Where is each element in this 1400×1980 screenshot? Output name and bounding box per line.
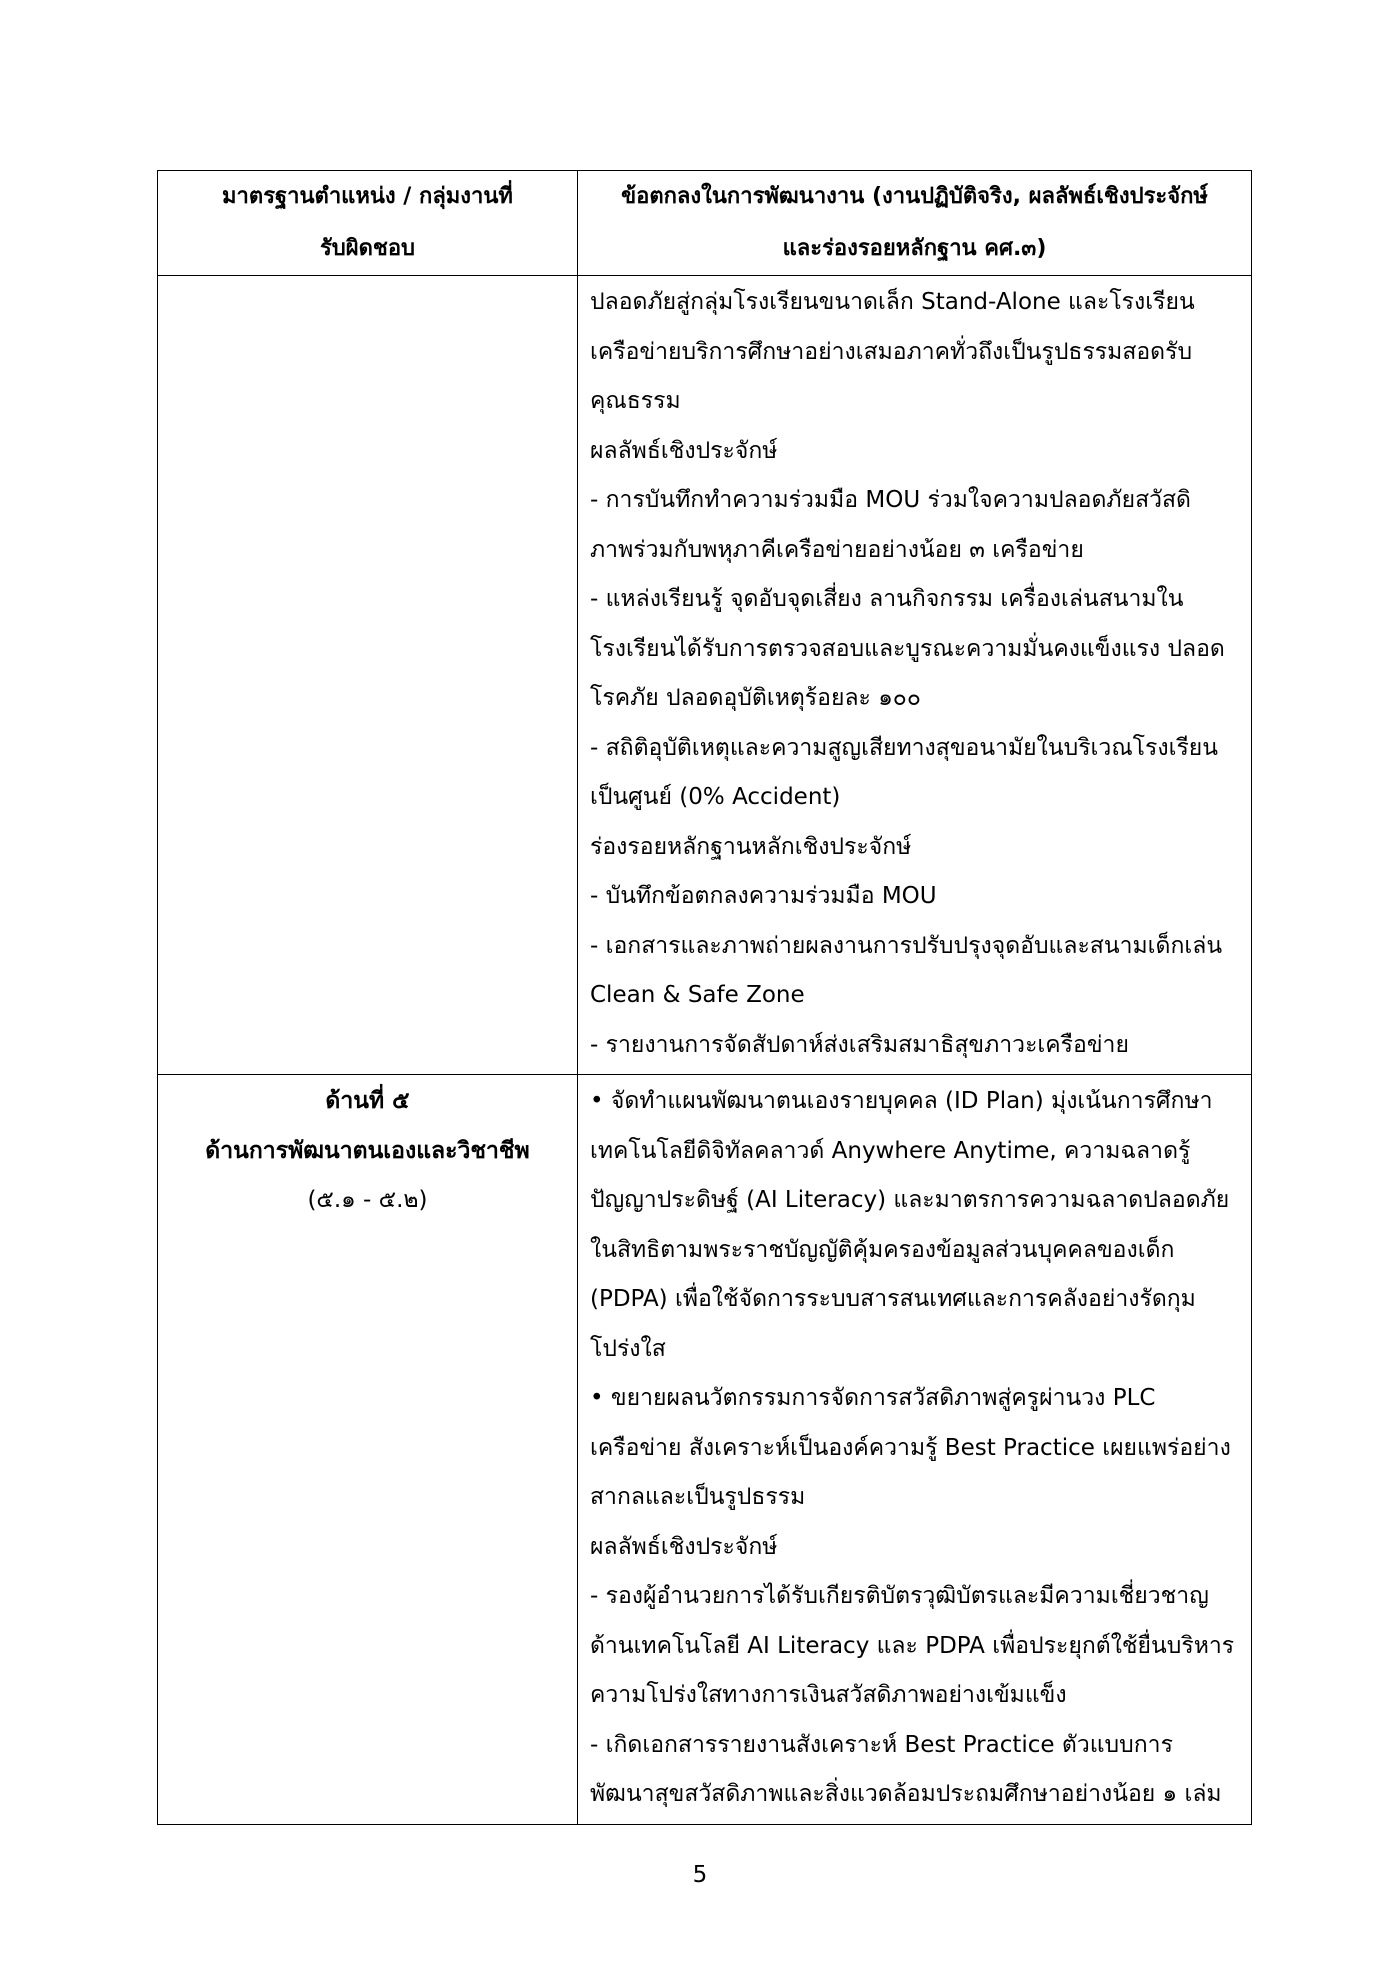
document-table	[157, 170, 1252, 1825]
header-right-line-1: ข้อตกลงในการพัฒนางาน (งานปฏิบัติจริง, ผลลัพธ์เชิงประจักษ์	[621, 184, 1208, 209]
text-line: Clean & Safe Zone	[590, 982, 805, 1008]
text-line: - สถิติอุบัติเหตุและความสูญเสียทางสุขอนามัยในบริเวณโรงเรียน	[590, 734, 1219, 761]
text-line: เทคโนโลยีดิจิทัลคลาวด์ Anywhere Anytime, ความฉลาดรู้	[590, 1137, 1191, 1164]
text-line: • จัดทำแผนพัฒนาตนเองรายบุคคล (ID Plan) มุ่งเน้นการศึกษา	[590, 1088, 1213, 1114]
text-line: คุณธรรม	[590, 388, 681, 414]
text-line: - รองผู้อำนวยการได้รับเกียรติบัตรวุฒิบัตรและมีความเชี่ยวชาญ	[590, 1583, 1209, 1609]
text-line: โรคภัย ปลอดอุบัติเหตุร้อยละ ๑๐๐	[590, 685, 921, 711]
row-2-content	[578, 1075, 1251, 1824]
text-line: - รายงานการจัดสัปดาห์ส่งเสริมสมาธิสุขภาวะเครือข่าย	[590, 1031, 1129, 1058]
text-line: โรงเรียนได้รับการตรวจสอบและบูรณะความมั่นคงแข็งแรง ปลอด	[590, 635, 1225, 662]
section-range: (๕.๑ - ๕.๒)	[307, 1187, 428, 1213]
text-line: - เอกสารและภาพถ่ายผลงานการปรับปรุงจุดอับและสนามเด็กเล่น	[590, 932, 1223, 959]
header-cell-standard	[158, 171, 578, 276]
text-line: • ขยายผลนวัตกรรมการจัดการสวัสดิภาพสู่ครูผ่านวง PLC	[590, 1385, 1156, 1411]
header-right-line-2: และร่องรอยหลักฐาน คศ.๓)	[782, 236, 1047, 261]
header-left-line-1: มาตรฐานตำแหน่ง / กลุ่มงานที่	[222, 184, 513, 209]
text-line: ความโปร่งใสทางการเงินสวัสดิภาพอย่างเข้มแข็ง	[590, 1682, 1067, 1708]
header-left-line-2: รับผิดชอบ	[319, 236, 416, 261]
row-2-right-cell	[578, 1075, 1252, 1825]
row-1-left-cell	[158, 276, 578, 1075]
text-line: - เกิดเอกสารรายงานสังเคราะห์ Best Practice ตัวแบบการ	[590, 1731, 1173, 1758]
text-line: ปัญญาประดิษฐ์ (AI Literacy) และมาตรการความฉลาดปลอดภัย	[590, 1187, 1230, 1213]
text-line: - บันทึกข้อตกลงความร่วมมือ MOU	[590, 883, 937, 909]
text-line: ด้านเทคโนโลยี AI Literacy และ PDPA เพื่อประยุกต์ใช้ยื่นบริหาร	[590, 1632, 1235, 1659]
table-row	[158, 276, 1252, 1075]
text-line: เครือข่าย สังเคราะห์เป็นองค์ความรู้ Best Practice เผยแพร่อย่าง	[590, 1434, 1231, 1461]
text-line: - แหล่งเรียนรู้ จุดอับจุดเสี่ยง ลานกิจกรรม เครื่องเล่นสนามใน	[590, 586, 1184, 612]
page-number: 5	[692, 1862, 708, 1888]
section-title: ด้านการพัฒนาตนเองและวิชาชีพ	[205, 1137, 530, 1164]
text-line: - การบันทึกทำความร่วมมือ MOU ร่วมใจความปลอดภัยสวัสดิ	[590, 487, 1191, 513]
header-cell-agreement	[578, 171, 1252, 276]
text-line: ภาพร่วมกับพหุภาคีเครือข่ายอย่างน้อย ๓ เครือข่าย	[590, 536, 1084, 563]
row-1-content	[578, 276, 1251, 1074]
text-line: ปลอดภัยสู่กลุ่มโรงเรียนขนาดเล็ก Stand-Alone และโรงเรียน	[590, 289, 1195, 315]
row-1-right-cell	[578, 276, 1252, 1075]
text-line: ในสิทธิตามพระราชบัญญัติคุ้มครองข้อมูลส่วนบุคคลของเด็ก	[590, 1236, 1175, 1263]
row-2-left-cell	[158, 1075, 578, 1825]
text-line: ผลลัพธ์เชิงประจักษ์	[590, 1533, 778, 1560]
text-line: (PDPA) เพื่อใช้จัดการระบบสารสนเทศและการคลังอย่างรัดกุม	[590, 1286, 1196, 1312]
table-header-row	[158, 171, 1252, 276]
section-number: ด้านที่ ๕	[325, 1088, 410, 1114]
text-line: เป็นศูนย์ (0% Accident)	[590, 784, 841, 810]
table-row	[158, 1075, 1252, 1825]
text-line: โปร่งใส	[590, 1335, 666, 1362]
text-line: ร่องรอยหลักฐานหลักเชิงประจักษ์	[590, 833, 912, 860]
text-line: พัฒนาสุขสวัสดิภาพและสิ่งแวดล้อมประถมศึกษาอย่างน้อย ๑ เล่ม	[590, 1781, 1222, 1807]
text-line: สากลและเป็นรูปธรรม	[590, 1484, 806, 1510]
text-line: ผลลัพธ์เชิงประจักษ์	[590, 437, 778, 464]
text-line: เครือข่ายบริการศึกษาอย่างเสมอภาคทั่วถึงเป็นรูปธรรมสอดรับ	[590, 338, 1193, 365]
row-2-standard	[158, 1075, 577, 1226]
